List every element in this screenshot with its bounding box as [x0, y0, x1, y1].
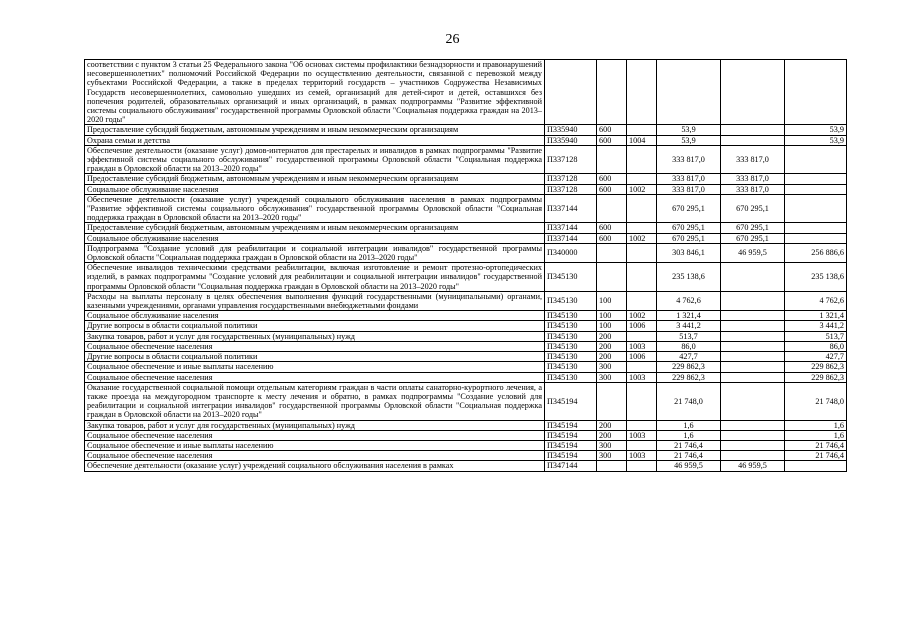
row-federal: [721, 263, 785, 292]
row-code: П335940: [545, 125, 597, 135]
row-section: [627, 461, 657, 471]
row-expense-type: 200: [597, 430, 627, 440]
row-total: 4 762,6: [657, 291, 721, 310]
row-code: П345194: [545, 430, 597, 440]
row-total: 3 441,2: [657, 321, 721, 331]
row-name: Предоставление субсидий бюджетным, автономным учреждениям и иным некоммерческим организациям: [85, 223, 545, 233]
row-section: [627, 291, 657, 310]
row-expense-type: 300: [597, 362, 627, 372]
row-name: Социальное обеспечение и иные выплаты населению: [85, 440, 545, 450]
table-row: [85, 420, 847, 430]
row-name: Другие вопросы в области социальной политики: [85, 352, 545, 362]
row-code: П345130: [545, 341, 597, 351]
row-expense-type: [597, 60, 627, 125]
table-row: [85, 331, 847, 341]
table-row: [85, 60, 847, 125]
table-row: [85, 291, 847, 310]
row-federal: 670 295,1: [721, 233, 785, 243]
row-federal: 670 295,1: [721, 194, 785, 223]
row-expense-type: 200: [597, 352, 627, 362]
row-section: 1004: [627, 135, 657, 145]
row-federal: [721, 362, 785, 372]
row-expense-type: [597, 145, 627, 174]
row-expense-type: 100: [597, 311, 627, 321]
table-row: [85, 145, 847, 174]
row-section: 1003: [627, 372, 657, 382]
row-code: П345194: [545, 382, 597, 420]
row-regional: 4 762,6: [785, 291, 847, 310]
row-federal: [721, 382, 785, 420]
row-section: 1002: [627, 184, 657, 194]
table-row: [85, 430, 847, 440]
table-row: [85, 341, 847, 351]
row-regional: 513,7: [785, 331, 847, 341]
row-name: Социальное обслуживание населения: [85, 311, 545, 321]
row-total: 53,9: [657, 135, 721, 145]
table-row: [85, 135, 847, 145]
row-expense-type: 300: [597, 372, 627, 382]
row-code: П345194: [545, 420, 597, 430]
row-expense-type: 600: [597, 174, 627, 184]
row-regional: [785, 60, 847, 125]
row-regional: 21 746,4: [785, 451, 847, 461]
row-federal: [721, 60, 785, 125]
row-code: П345130: [545, 372, 597, 382]
table-row: [85, 311, 847, 321]
table-row: [85, 382, 847, 420]
row-code: П345130: [545, 352, 597, 362]
row-federal: [721, 352, 785, 362]
row-code: П337144: [545, 233, 597, 243]
row-total: 303 846,1: [657, 243, 721, 262]
row-regional: 1,6: [785, 420, 847, 430]
row-regional: 427,7: [785, 352, 847, 362]
row-name: Обеспечение деятельности (оказание услуг) домов-интернатов для престарелых и инвалидов в рамках подпрограммы "Развитие эффективной системы социального обслуживания" государственной программы Орловской области "Социальная поддержка граждан в Орловской области на 2013–2020 годы": [85, 145, 545, 174]
row-regional: [785, 145, 847, 174]
row-total: 21 746,4: [657, 440, 721, 450]
row-code: [545, 60, 597, 125]
row-code: П347144: [545, 461, 597, 471]
row-expense-type: [597, 461, 627, 471]
row-code: П345194: [545, 440, 597, 450]
row-total: 513,7: [657, 331, 721, 341]
row-expense-type: 300: [597, 451, 627, 461]
page-number: 26: [445, 32, 460, 47]
table-row: [85, 440, 847, 450]
row-federal: [721, 135, 785, 145]
row-regional: [785, 223, 847, 233]
row-name: Обеспечение деятельности (оказание услуг) учреждений социального обслуживания населения в рамках: [85, 461, 545, 471]
row-name: Социальное обеспечение населения: [85, 451, 545, 461]
table-row: [85, 125, 847, 135]
row-code: П345194: [545, 451, 597, 461]
table-row: [85, 321, 847, 331]
row-code: П337128: [545, 145, 597, 174]
row-code: П337128: [545, 184, 597, 194]
table-row: [85, 372, 847, 382]
row-section: [627, 331, 657, 341]
row-code: П335940: [545, 135, 597, 145]
row-regional: 1,6: [785, 430, 847, 440]
row-code: П345130: [545, 331, 597, 341]
row-total: 86,0: [657, 341, 721, 351]
row-section: [627, 194, 657, 223]
row-federal: [721, 372, 785, 382]
row-expense-type: [597, 194, 627, 223]
row-section: 1003: [627, 430, 657, 440]
row-code: П345130: [545, 291, 597, 310]
row-federal: [721, 451, 785, 461]
row-expense-type: [597, 243, 627, 262]
table-row: [85, 243, 847, 262]
table-row: [85, 233, 847, 243]
budget-table: [84, 59, 847, 472]
row-code: П340000: [545, 243, 597, 262]
row-name: Социальное обслуживание населения: [85, 233, 545, 243]
row-expense-type: 100: [597, 291, 627, 310]
row-regional: [785, 194, 847, 223]
row-regional: 21 746,4: [785, 440, 847, 450]
row-federal: [721, 440, 785, 450]
row-expense-type: 600: [597, 125, 627, 135]
row-total: [657, 60, 721, 125]
row-section: [627, 440, 657, 450]
table-row: [85, 184, 847, 194]
row-regional: [785, 174, 847, 184]
table-row: [85, 174, 847, 184]
row-name: Обеспечение деятельности (оказание услуг) учреждений социального обслуживания населения в рамках подпрограммы "Развитие эффективной системы социального обслуживания" государственной программы Орловской области "Социальная поддержка граждан в Орловской области на 2013–2020 годы": [85, 194, 545, 223]
row-name: Закупка товаров, работ и услуг для государственных (муниципальных) нужд: [85, 420, 545, 430]
row-name: Предоставление субсидий бюджетным, автономным учреждениям и иным некоммерческим организациям: [85, 125, 545, 135]
row-name: Охрана семьи и детства: [85, 135, 545, 145]
row-section: [627, 60, 657, 125]
row-regional: 21 748,0: [785, 382, 847, 420]
row-total: 333 817,0: [657, 174, 721, 184]
table-row: [85, 461, 847, 471]
row-code: П345130: [545, 311, 597, 321]
row-total: 235 138,6: [657, 263, 721, 292]
row-federal: 333 817,0: [721, 184, 785, 194]
row-regional: 53,9: [785, 135, 847, 145]
row-regional: 86,0: [785, 341, 847, 351]
row-expense-type: [597, 263, 627, 292]
row-section: [627, 174, 657, 184]
row-code: П345130: [545, 362, 597, 372]
row-expense-type: 200: [597, 420, 627, 430]
row-section: [627, 243, 657, 262]
row-name: Расходы на выплаты персоналу в целях обеспечения выполнения функций государственными (муниципальными) органами, казенными учреждениями, органами управления государственными внебюджетными фондами: [85, 291, 545, 310]
row-total: 670 295,1: [657, 194, 721, 223]
row-name: Социальное обеспечение населения: [85, 430, 545, 440]
row-regional: 53,9: [785, 125, 847, 135]
row-name: Социальное обеспечение населения: [85, 372, 545, 382]
row-regional: [785, 461, 847, 471]
row-section: [627, 420, 657, 430]
row-expense-type: 600: [597, 184, 627, 194]
row-name: Социальное обеспечение населения: [85, 341, 545, 351]
row-total: 21 748,0: [657, 382, 721, 420]
row-federal: [721, 125, 785, 135]
row-expense-type: 600: [597, 135, 627, 145]
row-section: 1002: [627, 311, 657, 321]
row-federal: 46 959,5: [721, 461, 785, 471]
row-code: П337128: [545, 174, 597, 184]
row-name: Закупка товаров, работ и услуг для государственных (муниципальных) нужд: [85, 331, 545, 341]
row-name: Другие вопросы в области социальной политики: [85, 321, 545, 331]
row-section: 1006: [627, 321, 657, 331]
row-federal: [721, 291, 785, 310]
row-name: Подпрограмма "Создание условий для реабилитации и социальной интеграции инвалидов" государственной программы Орловской области "Социальная поддержка граждан в Орловской области на 2013–2020 годы": [85, 243, 545, 262]
row-total: 21 746,4: [657, 451, 721, 461]
row-name: Оказание государственной социальной помощи отдельным категориям граждан в части оплаты санаторно-курортного лечения, а также проезда на междугородном транспорте к месту лечения и обратно, в рамках подпрограммы "Создание условий для реабилитации и социальной интеграции инвалидов" государственной программы Орловской области "Социальная поддержка граждан в Орловской области на 2013–2020 годы": [85, 382, 545, 420]
row-name: Социальное обеспечение и иные выплаты населению: [85, 362, 545, 372]
row-federal: [721, 311, 785, 321]
row-total: 670 295,1: [657, 223, 721, 233]
table-row: [85, 263, 847, 292]
row-total: 229 862,3: [657, 372, 721, 382]
row-expense-type: 200: [597, 331, 627, 341]
row-expense-type: 600: [597, 233, 627, 243]
table-row: [85, 352, 847, 362]
row-regional: 3 441,2: [785, 321, 847, 331]
row-federal: 333 817,0: [721, 174, 785, 184]
row-total: 333 817,0: [657, 184, 721, 194]
row-federal: [721, 430, 785, 440]
row-section: 1006: [627, 352, 657, 362]
row-expense-type: 200: [597, 341, 627, 351]
row-federal: 46 959,5: [721, 243, 785, 262]
row-total: 427,7: [657, 352, 721, 362]
row-regional: 1 321,4: [785, 311, 847, 321]
row-regional: 229 862,3: [785, 362, 847, 372]
row-section: 1003: [627, 451, 657, 461]
table-row: [85, 362, 847, 372]
row-federal: [721, 321, 785, 331]
row-total: 229 862,3: [657, 362, 721, 372]
row-federal: [721, 331, 785, 341]
table-row: [85, 194, 847, 223]
row-section: [627, 362, 657, 372]
row-section: 1002: [627, 233, 657, 243]
row-name: соответствии с пунктом 3 статьи 25 Федерального закона "Об основах системы профилактики безнадзорности и правонарушений несовершеннолетних" полномочий Российской Федерации по осуществлению деятельности, связанной с перевозкой между субъектами Российской Федерации, а также в пределах территорий государств – участников Содружества Независимых Государств несовершеннолетних, самовольно ушедших из семей, организаций для детей-сирот и детей, оставшихся без попечения родителей, образовательных организаций и иных организаций, в рамках подпрограммы "Развитие эффективной системы социального обслуживания" государственной программы Орловской области "Социальная поддержка граждан на 2013–2020 годы": [85, 60, 545, 125]
row-code: П345130: [545, 263, 597, 292]
row-name: Социальное обслуживание населения: [85, 184, 545, 194]
row-regional: [785, 233, 847, 243]
row-code: П337144: [545, 223, 597, 233]
row-total: 46 959,5: [657, 461, 721, 471]
row-code: П337144: [545, 194, 597, 223]
row-name: Обеспечение инвалидов техническими средствами реабилитации, включая изготовление и ремонт протезно-ортопедических изделий, в рамках подпрограммы "Создание условий для реабилитации и социальной интеграции инвалидов" государственной программы Орловской области "Социальная поддержка граждан в Орловской области на 2013–2020 годы": [85, 263, 545, 292]
row-expense-type: 100: [597, 321, 627, 331]
row-regional: 235 138,6: [785, 263, 847, 292]
row-regional: [785, 184, 847, 194]
row-total: 1,6: [657, 420, 721, 430]
row-expense-type: 300: [597, 440, 627, 450]
row-regional: 256 886,6: [785, 243, 847, 262]
row-section: [627, 223, 657, 233]
row-section: [627, 125, 657, 135]
row-expense-type: [597, 382, 627, 420]
row-expense-type: 600: [597, 223, 627, 233]
row-total: 1 321,4: [657, 311, 721, 321]
row-code: П345130: [545, 321, 597, 331]
row-section: [627, 263, 657, 292]
table-row: [85, 451, 847, 461]
row-federal: [721, 341, 785, 351]
row-name: Предоставление субсидий бюджетным, автономным учреждениям и иным некоммерческим организациям: [85, 174, 545, 184]
row-federal: 670 295,1: [721, 223, 785, 233]
table-row: [85, 223, 847, 233]
row-total: 1,6: [657, 430, 721, 440]
row-section: [627, 382, 657, 420]
row-total: 53,9: [657, 125, 721, 135]
row-section: [627, 145, 657, 174]
row-federal: 333 817,0: [721, 145, 785, 174]
row-regional: 229 862,3: [785, 372, 847, 382]
row-total: 333 817,0: [657, 145, 721, 174]
row-section: 1003: [627, 341, 657, 351]
row-federal: [721, 420, 785, 430]
row-total: 670 295,1: [657, 233, 721, 243]
